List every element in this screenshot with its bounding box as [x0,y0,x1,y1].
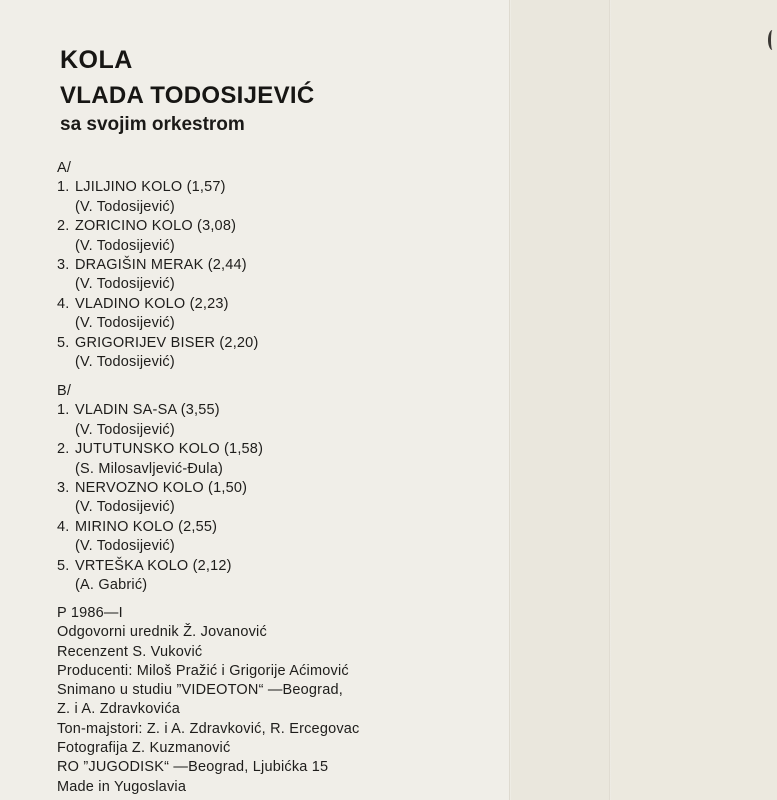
fold-line [609,0,611,800]
track-row [57,479,263,498]
track-number: 3. [57,480,70,497]
side-a-label: A/ [57,160,72,176]
track-title: ZORICINO KOLO (3,08) [75,218,237,235]
track-number: 2. [57,218,70,235]
insert-back-flap [610,0,777,800]
track-title: VLADINO KOLO (2,23) [75,295,229,312]
album-subtitle: sa svojim orkestrom [60,114,245,135]
track-title: NERVOZNO KOLO (1,50) [75,480,248,497]
credit-line: Recenzent S. Vuković [57,643,203,660]
track-title: VRTEŠKA KOLO (2,12) [75,557,232,574]
track-composer: (S. Milosavljević-Đula) [75,460,224,477]
track-row [57,217,258,236]
track-number: 4. [57,518,70,535]
track-number: 4. [57,295,70,312]
fold-line [509,0,511,800]
track-title: JUTUTUNSKO KOLO (1,58) [75,441,264,458]
track-row [57,334,258,353]
track-composer: (V. Todosijević) [75,198,175,215]
track-composer: (V. Todosijević) [75,421,175,438]
track-composer: (V. Todosijević) [75,354,175,371]
track-number: 5. [57,334,70,351]
track-composer: (V. Todosijević) [75,315,175,332]
track-title: VLADIN SA-SA (3,55) [75,402,220,419]
credit-line: Fotografija Z. Kuzmanović [57,740,231,757]
side-b-tracklist [57,382,263,595]
credit-line: Odgovorni urednik Ž. Jovanović [57,624,267,641]
track-row [57,518,263,537]
track-title: LJILJINO KOLO (1,57) [75,179,226,196]
credit-line: Made in Yugoslavia [57,778,187,795]
track-row [57,401,263,420]
track-composer: (V. Todosijević) [75,499,175,516]
track-row [57,295,258,314]
track-title: MIRINO KOLO (2,55) [75,518,218,535]
track-number: 3. [57,257,70,274]
credit-line: Z. i A. Zdravkovića [57,701,181,718]
track-number: 1. [57,402,70,419]
track-row [57,557,263,576]
track-composer: (V. Todosijević) [75,237,175,254]
track-composer: (V. Todosijević) [75,538,175,555]
album-title: KOLA [60,46,133,74]
credit-line: P 1986—I [57,605,123,621]
track-row [57,256,258,275]
credit-line: RO ”JUGODISK“ —Beograd, Ljubićka 15 [57,759,329,776]
flap-edge-mark-icon [768,30,777,50]
track-row [57,440,263,459]
side-a-tracklist [57,159,258,372]
track-number: 2. [57,441,70,458]
track-title: GRIGORIJEV BISER (2,20) [75,334,259,351]
credit-line: Snimano u studiu ”VIDEOTON“ —Beograd, [57,682,343,699]
track-composer: (A. Gabrić) [75,577,148,594]
side-b-label: B/ [57,383,72,399]
insert-spine-panel [510,0,610,800]
credit-line: Producenti: Miloš Pražić i Grigorije Aćimović [57,662,349,679]
track-number: 5. [57,557,70,574]
track-number: 1. [57,179,70,196]
track-composer: (V. Todosijević) [75,276,175,293]
credits-block [57,604,360,797]
credit-line: Ton-majstori: Z. i A. Zdravković, R. Ercegovac [57,720,360,737]
track-title: DRAGIŠIN MERAK (2,44) [75,257,247,274]
track-row [57,178,258,197]
artist-name: VLADA TODOSIJEVIĆ [60,82,315,109]
